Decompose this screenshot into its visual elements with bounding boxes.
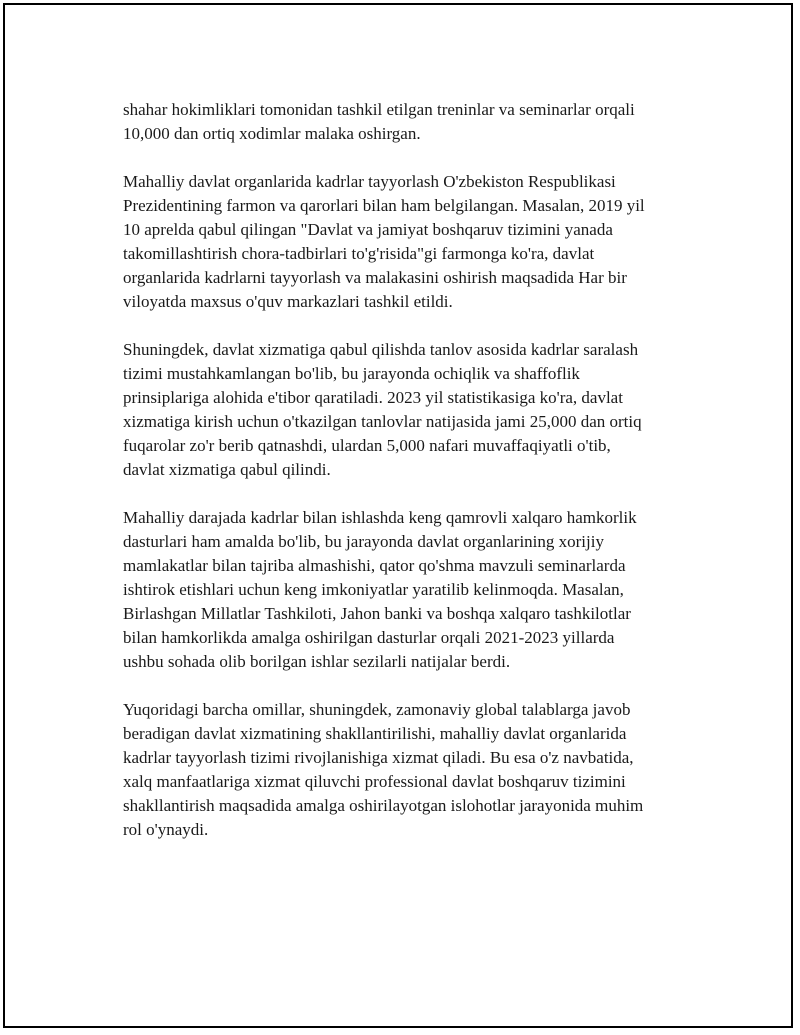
- text-line: ishtirok etishlari uchun keng imkoniyatlar yaratilib kelinmoqda. Masalan,: [123, 580, 624, 599]
- text-line: davlat xizmatiga qabul qilindi.: [123, 460, 331, 479]
- text-line: mamlakatlar bilan tajriba almashishi, qator qo'shma mavzuli seminarlarda: [123, 556, 626, 575]
- text-line: 10 aprelda qabul qilingan "Davlat va jamiyat boshqaruv tizimini yanada: [123, 220, 613, 239]
- text-line: organlarida kadrlarni tayyorlash va malakasini oshirish maqsadida Har bir: [123, 268, 627, 287]
- text-line: Prezidentining farmon va qarorlari bilan ham belgilangan. Masalan, 2019 yil: [123, 196, 645, 215]
- text-line: rol o'ynaydi.: [123, 820, 209, 839]
- text-line: ushbu sohada olib borilgan ishlar sezilarli natijalar berdi.: [123, 652, 511, 671]
- text-line: xalq manfaatlariga xizmat qiluvchi professional davlat boshqaruv tizimini: [123, 772, 626, 791]
- paragraph-2: [123, 170, 698, 314]
- text-line: viloyatda maxsus o'quv markazlari tashkil etildi.: [123, 292, 453, 311]
- text-line: beradigan davlat xizmatining shakllantirilishi, mahalliy davlat organlarida: [123, 724, 627, 743]
- document-page: [3, 3, 793, 1028]
- text-line: Birlashgan Millatlar Tashkiloti, Jahon banki va boshqa xalqaro tashkilotlar: [123, 604, 631, 623]
- text-line: tizimi mustahkamlangan bo'lib, bu jarayonda ochiqlik va shaffoflik: [123, 364, 580, 383]
- paragraph-5: [123, 698, 698, 842]
- paragraph-1: [123, 98, 698, 146]
- text-line: 10,000 dan ortiq xodimlar malaka oshirgan.: [123, 124, 421, 143]
- text-line: fuqarolar zo'r berib qatnashdi, ulardan 5,000 nafari muvaffaqiyatli o'tib,: [123, 436, 611, 455]
- text-line: Shuningdek, davlat xizmatiga qabul qilishda tanlov asosida kadrlar saralash: [123, 340, 639, 359]
- paragraph-4: [123, 506, 698, 674]
- text-line: prinsiplariga alohida e'tibor qaratiladi. 2023 yil statistikasiga ko'ra, davlat: [123, 388, 623, 407]
- paragraph-3: [123, 338, 698, 482]
- text-line: kadrlar tayyorlash tizimi rivojlanishiga xizmat qiladi. Bu esa o'z navbatida,: [123, 748, 634, 767]
- text-line: takomillashtirish chora-tadbirlari to'g'risida"gi farmonga ko'ra, davlat: [123, 244, 595, 263]
- text-line: Mahalliy darajada kadrlar bilan ishlashda keng qamrovli xalqaro hamkorlik: [123, 508, 637, 527]
- text-line: xizmatiga kirish uchun o'tkazilgan tanlovlar natijasida jami 25,000 dan ortiq: [123, 412, 642, 431]
- text-line: bilan hamkorlikda amalga oshirilgan dasturlar orqali 2021-2023 yillarda: [123, 628, 615, 647]
- text-line: Yuqoridagi barcha omillar, shuningdek, zamonaviy global talablarga javob: [123, 700, 631, 719]
- document-body: [123, 98, 698, 866]
- text-line: Mahalliy davlat organlarida kadrlar tayyorlash O'zbekiston Respublikasi: [123, 172, 616, 191]
- text-line: dasturlari ham amalda bo'lib, bu jarayonda davlat organlarining xorijiy: [123, 532, 604, 551]
- text-line: shakllantirish maqsadida amalga oshirilayotgan islohotlar jarayonida muhim: [123, 796, 644, 815]
- text-line: shahar hokimliklari tomonidan tashkil etilgan treninlar va seminarlar orqali: [123, 100, 635, 119]
